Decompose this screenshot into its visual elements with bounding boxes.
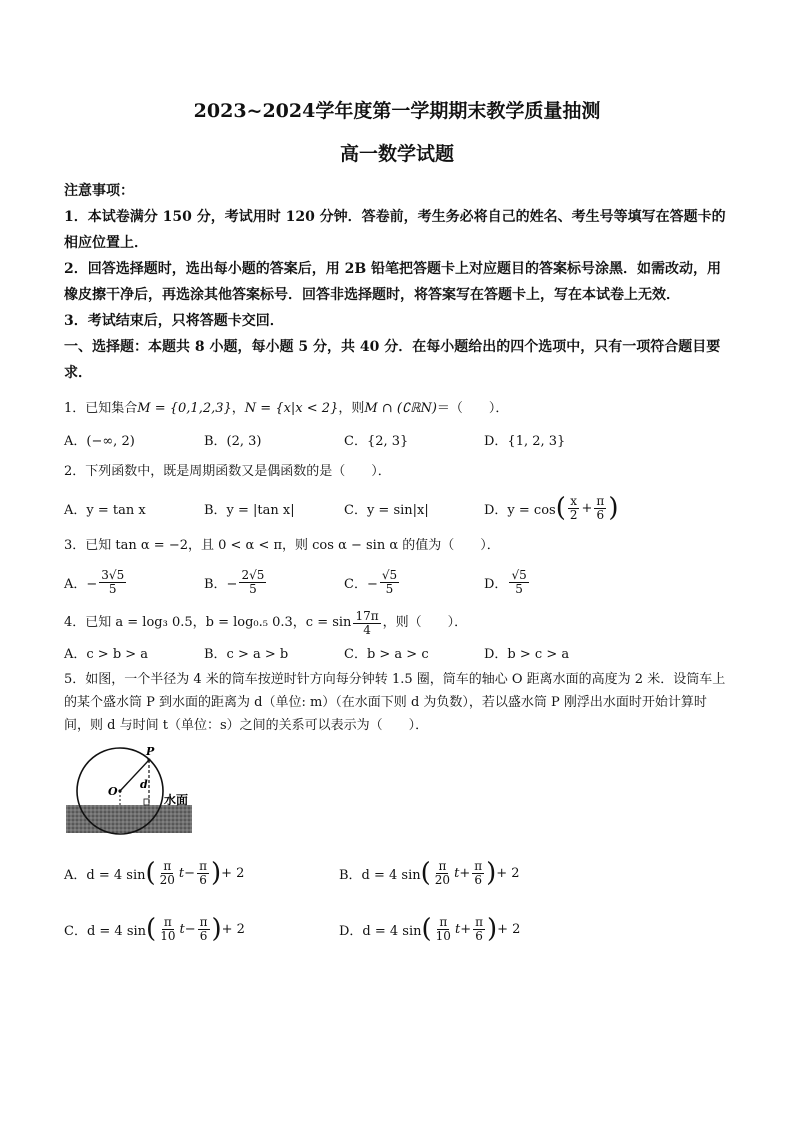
- q3-option-c: C．− $\frac{√5}{5}$: [344, 567, 398, 596]
- note-item-1: 1．本试卷满分 150 分，考试用时 120 分钟．答卷前，考生务必将自己的姓名、考生号等填写在答题卡的相应位置上．: [64, 209, 726, 251]
- q4-option-d: D．b > c > a: [484, 646, 570, 662]
- exam-page: [64, 96, 730, 952]
- q1-set-m: M = {0,1,2,3}: [137, 401, 232, 416]
- q4-option-c: C．b > a > c: [344, 646, 429, 662]
- water-surface: [66, 805, 192, 833]
- q3-option-d: D． $\frac{√5}{5}$: [484, 567, 527, 596]
- right-angle-mark: [144, 799, 149, 805]
- q1-then: ，则: [338, 401, 365, 416]
- q2-option-b: B．y = |tan x|: [204, 502, 295, 518]
- label-p: P: [146, 745, 155, 758]
- q5-option-a: A．d = 4 sin ( $\frac{\pi}{20}$ t − $\frac{\pi}{6}$ ) + 2: [64, 858, 245, 888]
- note-item-3: 3．考试结束后，只将答题卡交回．: [64, 313, 284, 329]
- q1-option-d: D．{1, 2, 3}: [484, 433, 566, 449]
- q3-option-a: A．− $\frac{3√5}{5}$: [64, 567, 125, 596]
- q5-options-row-2: [64, 906, 730, 952]
- label-o: O: [108, 785, 118, 798]
- q1-option-c: C．{2, 3}: [344, 433, 409, 449]
- q1-option-b: B．(2, 3): [204, 433, 262, 449]
- q2-option-d-frac1: $\frac{x}{2}$: [569, 493, 578, 522]
- q3-option-b: B．− $\frac{2√5}{5}$: [204, 567, 265, 596]
- label-water: 水面: [164, 793, 189, 807]
- question-1: [64, 394, 730, 424]
- q5-options-row-1: [64, 850, 730, 896]
- note-item-2: 2．回答选择题时，选出每小题的答案后，用 2B 铅笔把答题卡上对应题目的答案标号涂黑．如需改动，用橡皮擦干净后，再选涂其他答案标号．回答非选择题时，将答案写在答题卡上，写在本试卷上无效．: [64, 261, 722, 303]
- q2-option-a: A．y = tan x: [64, 502, 146, 518]
- q2-options: [64, 486, 730, 530]
- q1-expr: M ∩ (∁ℝN): [364, 401, 437, 416]
- q5-option-c: C．d = 4 sin ( $\frac{\pi}{10}$ t − $\frac{\pi}{6}$ ) + 2: [64, 914, 245, 944]
- q1-option-a: A．(−∞, 2): [64, 433, 135, 449]
- q4-options: [64, 640, 730, 664]
- q5-option-b: B．d = 4 sin ( $\frac{\pi}{20}$ t + $\frac{\pi}{6}$ ) + 2: [339, 858, 520, 888]
- q2-option-d: D．y = cos ( $\frac{x}{2}$ + $\frac{\pi}{6}$ ): [484, 493, 619, 523]
- water-wheel-diagram: [64, 743, 204, 838]
- q2-option-c: C．y = sin|x|: [344, 502, 429, 518]
- notes-title: 注意事项：: [64, 183, 134, 199]
- q4-option-b: B．c > a > b: [204, 646, 289, 662]
- label-d: d: [140, 778, 148, 791]
- section-heading: 一、选择题：本题共 8 小题，每小题 5 分，共 40 分．在每小题给出的四个选项中，只有一项符合题目要求．: [64, 339, 721, 381]
- question-5: 5．如图，一个半径为 4 米的筒车按逆时针方向每分钟转 1.5 圈，筒车的轴心 O 距离水面的高度为 2 米．设筒车上的某个盛水筒 P 到水面的距离为 d（单位: m）（在水面下则 d 为负数），若以盛水筒 P 刚浮出水面时开始计算时间，则 d 与时间 t（单位：s）之间的关系可以表示为（ ）．: [64, 672, 726, 733]
- question-4: 4．已知 a = log₃ 0.5，b = log₀.₅ 0.3，c = sin $\frac{17\pi}{4}$ ，则（ ）．: [64, 608, 468, 637]
- q1-options: [64, 424, 730, 454]
- q3-options: [64, 560, 730, 604]
- center-point: [118, 789, 121, 792]
- q1-tail: ＝（ ）．: [436, 401, 509, 416]
- exam-title: 2023~2024学年度第一学期期末教学质量抽测: [193, 100, 601, 122]
- q1-set-n: N = {x|x < 2}: [244, 401, 339, 416]
- q1-comma: ，: [231, 401, 245, 416]
- q4-frac: $\frac{17\pi}{4}$: [355, 608, 379, 637]
- point-p: [147, 758, 150, 761]
- water-wheel-figure: [64, 743, 204, 838]
- q2-option-d-prefix: D．y = cos: [484, 502, 556, 518]
- question-3: 3．已知 tan α = −2，且 0 < α < π，则 cos α − sin α 的值为（ ）．: [64, 538, 500, 553]
- q4-option-a: A．c > b > a: [64, 646, 149, 662]
- q5-option-d: D．d = 4 sin ( $\frac{\pi}{10}$ t + $\frac{\pi}{6}$ ) + 2: [339, 914, 521, 944]
- q1-prefix: 1．已知集合: [64, 401, 138, 416]
- question-2: 2．下列函数中，既是周期函数又是偶函数的是（ ）．: [64, 464, 391, 479]
- exam-subtitle: 高一数学试题: [339, 143, 454, 165]
- q2-option-d-frac2: $\frac{\pi}{6}$: [596, 493, 605, 522]
